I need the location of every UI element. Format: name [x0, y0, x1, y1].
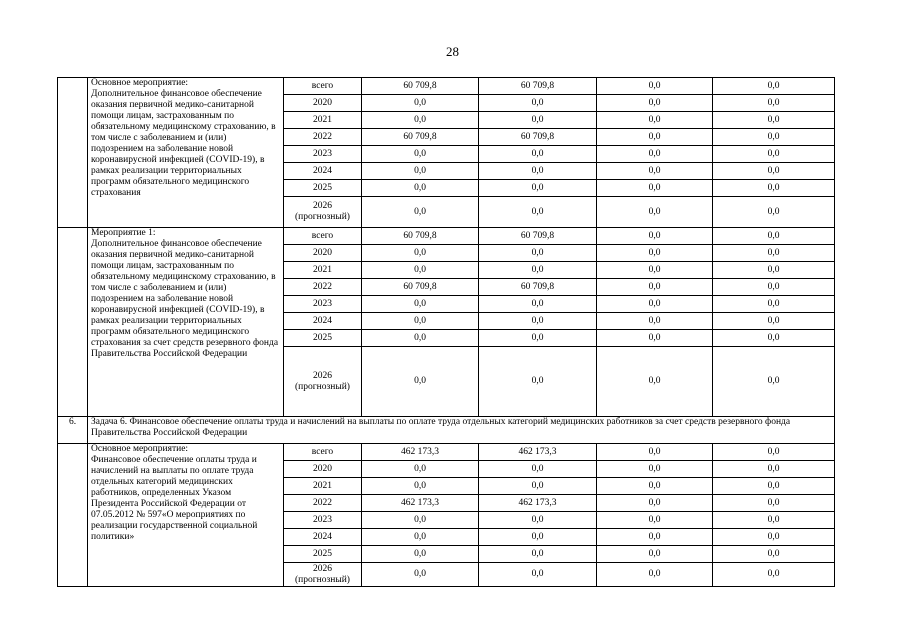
- year-cell: 2023: [284, 296, 362, 313]
- value-cell: 0,0: [597, 495, 713, 512]
- value-cell: 0,0: [713, 112, 835, 129]
- value-cell: 0,0: [713, 129, 835, 146]
- year-cell: 2021: [284, 262, 362, 279]
- year-cell: 2022: [284, 279, 362, 296]
- value-cell: 0,0: [479, 197, 597, 228]
- year-cell: всего: [284, 228, 362, 245]
- value-cell: 0,0: [597, 78, 713, 95]
- budget-table: [57, 77, 835, 587]
- value-cell: 0,0: [713, 197, 835, 228]
- value-cell: 0,0: [479, 563, 597, 587]
- value-cell: 0,0: [362, 546, 479, 563]
- value-cell: 0,0: [713, 461, 835, 478]
- measure-description: Основное мероприятие: Финансовое обеспечение оплаты труда и начислений на выплаты по оплате труда отдельных категорий медицинских работников, определенных Указом Президента Российской Федерации от 07.05.2012 № 597«О мероприятиях по реализации государственной социальной политики»: [88, 444, 284, 587]
- year-cell: 2026 (прогнозный): [284, 347, 362, 417]
- value-cell: 0,0: [713, 95, 835, 112]
- year-cell: 2024: [284, 529, 362, 546]
- value-cell: 0,0: [362, 180, 479, 197]
- value-cell: 0,0: [597, 296, 713, 313]
- value-cell: 462 173,3: [479, 495, 597, 512]
- value-cell: 0,0: [597, 461, 713, 478]
- year-cell: 2021: [284, 478, 362, 495]
- value-cell: 0,0: [597, 347, 713, 417]
- value-cell: 0,0: [362, 146, 479, 163]
- value-cell: 0,0: [362, 330, 479, 347]
- value-cell: 0,0: [713, 330, 835, 347]
- year-cell: всего: [284, 444, 362, 461]
- task-title: Задача 6. Финансовое обеспечение оплаты труда и начислений на выплаты по оплате труда отдельных категорий медицинских работников за счет средств резервного фонда Правительства Российской Федерации: [88, 417, 835, 444]
- value-cell: 0,0: [362, 461, 479, 478]
- value-cell: 0,0: [479, 95, 597, 112]
- value-cell: 0,0: [597, 129, 713, 146]
- value-cell: 0,0: [479, 478, 597, 495]
- value-cell: 0,0: [479, 461, 597, 478]
- value-cell: 0,0: [479, 245, 597, 262]
- year-cell: 2022: [284, 129, 362, 146]
- year-cell: 2020: [284, 245, 362, 262]
- year-cell: 2020: [284, 95, 362, 112]
- value-cell: 0,0: [362, 95, 479, 112]
- value-cell: 0,0: [713, 146, 835, 163]
- value-cell: 0,0: [713, 163, 835, 180]
- value-cell: 0,0: [713, 529, 835, 546]
- value-cell: 0,0: [713, 563, 835, 587]
- value-cell: 0,0: [362, 529, 479, 546]
- value-cell: 0,0: [713, 78, 835, 95]
- row-index-cell: [58, 444, 88, 587]
- value-cell: 0,0: [362, 347, 479, 417]
- value-cell: 0,0: [597, 180, 713, 197]
- value-cell: 0,0: [362, 112, 479, 129]
- year-cell: 2024: [284, 163, 362, 180]
- value-cell: 0,0: [713, 478, 835, 495]
- value-cell: 0,0: [597, 563, 713, 587]
- value-cell: 0,0: [597, 330, 713, 347]
- year-cell: 2023: [284, 146, 362, 163]
- value-cell: 0,0: [597, 279, 713, 296]
- year-cell: 2024: [284, 313, 362, 330]
- value-cell: 462 173,3: [362, 444, 479, 461]
- value-cell: 60 709,8: [362, 129, 479, 146]
- value-cell: 0,0: [479, 512, 597, 529]
- value-cell: 0,0: [713, 347, 835, 417]
- value-cell: 60 709,8: [362, 228, 479, 245]
- value-cell: 0,0: [597, 262, 713, 279]
- value-cell: 0,0: [713, 296, 835, 313]
- value-cell: 0,0: [362, 313, 479, 330]
- value-cell: 0,0: [362, 163, 479, 180]
- value-cell: 0,0: [597, 146, 713, 163]
- year-cell: всего: [284, 78, 362, 95]
- value-cell: 60 709,8: [479, 129, 597, 146]
- year-cell: 2021: [284, 112, 362, 129]
- value-cell: 0,0: [713, 245, 835, 262]
- value-cell: 0,0: [479, 112, 597, 129]
- year-cell: 2022: [284, 495, 362, 512]
- value-cell: 0,0: [713, 313, 835, 330]
- value-cell: 0,0: [479, 296, 597, 313]
- value-cell: 0,0: [479, 163, 597, 180]
- value-cell: 0,0: [713, 279, 835, 296]
- value-cell: 0,0: [362, 478, 479, 495]
- value-cell: 0,0: [479, 180, 597, 197]
- value-cell: 0,0: [362, 563, 479, 587]
- year-cell: 2025: [284, 180, 362, 197]
- year-cell: 2023: [284, 512, 362, 529]
- value-cell: 0,0: [597, 313, 713, 330]
- table-row: [58, 78, 835, 95]
- year-cell: 2020: [284, 461, 362, 478]
- value-cell: 0,0: [597, 444, 713, 461]
- value-cell: 0,0: [597, 197, 713, 228]
- value-cell: 0,0: [362, 245, 479, 262]
- value-cell: 0,0: [479, 546, 597, 563]
- task-index: 6.: [58, 417, 88, 444]
- value-cell: 0,0: [713, 444, 835, 461]
- value-cell: 0,0: [597, 245, 713, 262]
- value-cell: 0,0: [479, 146, 597, 163]
- value-cell: 0,0: [713, 546, 835, 563]
- measure-description: Основное мероприятие: Дополнительное финансовое обеспечение оказания первичной медико-санитарной помощи лицам, застрахованным по обязательному медицинскому страхованию, в том числе с заболеванием и (или) подозрением на заболевание новой коронавирусной инфекцией (COVID-19), в рамках реализации территориальных программ обязательного медицинского страхования: [88, 78, 284, 228]
- year-cell: 2026 (прогнозный): [284, 197, 362, 228]
- year-cell: 2026 (прогнозный): [284, 563, 362, 587]
- value-cell: 462 173,3: [479, 444, 597, 461]
- value-cell: 0,0: [479, 347, 597, 417]
- value-cell: 0,0: [713, 495, 835, 512]
- value-cell: 60 709,8: [479, 228, 597, 245]
- table-row: [58, 444, 835, 461]
- value-cell: 60 709,8: [362, 279, 479, 296]
- value-cell: 0,0: [479, 529, 597, 546]
- value-cell: 462 173,3: [362, 495, 479, 512]
- row-index-cell: [58, 228, 88, 417]
- table-row: [58, 228, 835, 245]
- year-cell: 2025: [284, 546, 362, 563]
- value-cell: 0,0: [713, 180, 835, 197]
- measure-description: Мероприятие 1: Дополнительное финансовое обеспечение оказания первичной медико-санитарной помощи лицам, застрахованным по обязательному медицинскому страхованию, в том числе с заболеванием и (или) подозрением на заболевание новой коронавирусной инфекцией (COVID-19), в рамках реализации территориальных программ обязательного медицинского страхования за счет средств резервного фонда Правительства Российской Федерации: [88, 228, 284, 417]
- value-cell: 60 709,8: [479, 78, 597, 95]
- value-cell: 0,0: [597, 529, 713, 546]
- value-cell: 60 709,8: [362, 78, 479, 95]
- value-cell: 0,0: [597, 163, 713, 180]
- value-cell: 0,0: [597, 512, 713, 529]
- year-cell: 2025: [284, 330, 362, 347]
- value-cell: 0,0: [362, 262, 479, 279]
- task-row: [58, 417, 835, 444]
- value-cell: 0,0: [597, 478, 713, 495]
- value-cell: 0,0: [362, 197, 479, 228]
- value-cell: 60 709,8: [479, 279, 597, 296]
- value-cell: 0,0: [362, 512, 479, 529]
- value-cell: 0,0: [713, 228, 835, 245]
- value-cell: 0,0: [362, 296, 479, 313]
- value-cell: 0,0: [713, 262, 835, 279]
- value-cell: 0,0: [479, 262, 597, 279]
- page-number: 28: [446, 44, 459, 59]
- value-cell: 0,0: [597, 95, 713, 112]
- value-cell: 0,0: [479, 330, 597, 347]
- value-cell: 0,0: [597, 112, 713, 129]
- value-cell: 0,0: [597, 228, 713, 245]
- value-cell: 0,0: [597, 546, 713, 563]
- value-cell: 0,0: [479, 313, 597, 330]
- row-index-cell: [58, 78, 88, 228]
- value-cell: 0,0: [713, 512, 835, 529]
